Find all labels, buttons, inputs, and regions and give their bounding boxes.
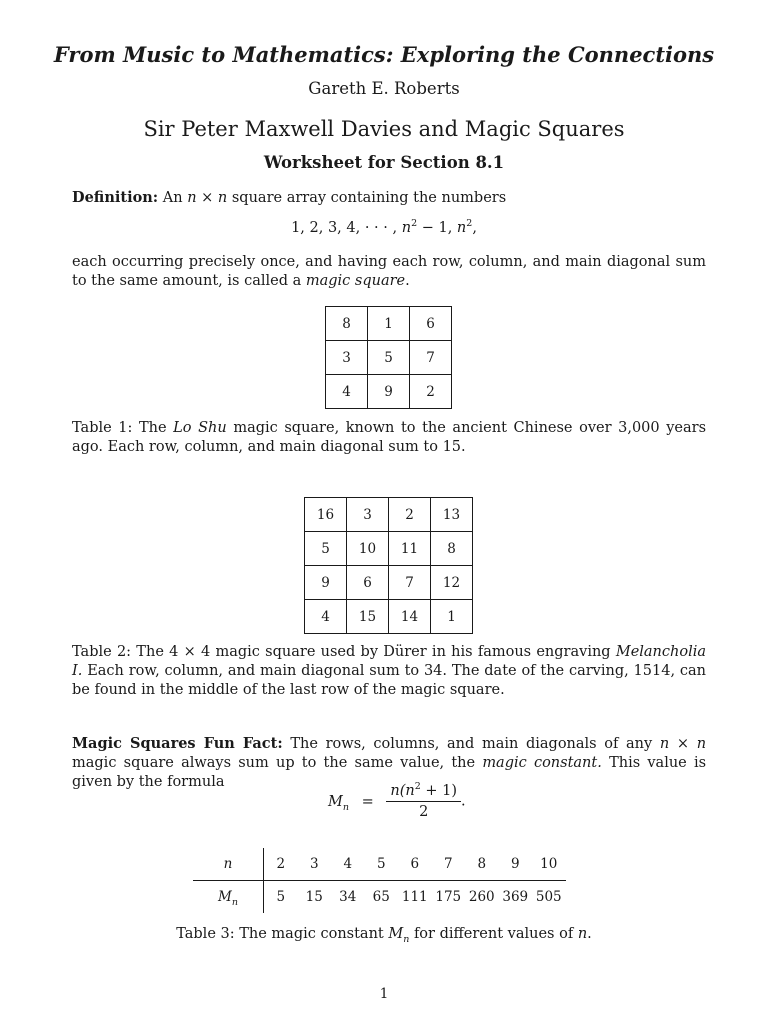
- table-cell: 6: [347, 566, 389, 600]
- table-cell: 16: [305, 498, 347, 532]
- sequence-start: 1, 2, 3, 4, · · · ,: [291, 220, 398, 236]
- author-name: Gareth E. Roberts: [308, 79, 460, 98]
- magic-constant-cell: 15: [305, 889, 323, 905]
- magic-constant-cell: 65: [372, 889, 390, 905]
- table3-row-label: [193, 881, 264, 914]
- table3-caption-sub: n: [403, 934, 410, 945]
- sequence-exp-last: 2: [466, 218, 473, 229]
- n-value-cell: 7: [432, 848, 466, 881]
- table2-caption-prefix: Table 2: The 4 × 4 magic square used by Dürer in his famous engraving: [72, 644, 611, 660]
- n-value-cell: 4: [331, 848, 365, 881]
- n-value-cell: 2: [264, 848, 298, 881]
- magic-constant-cell: 175: [435, 889, 462, 905]
- table-cell: 2: [410, 375, 452, 409]
- table-row: [326, 375, 452, 409]
- table1-caption-rest: magic square, known to the ancient Chinese over 3,000 years ago. Each row, column, and main diagonal sum to 15.: [72, 420, 707, 455]
- formula-M: M: [328, 793, 343, 810]
- durer-table: [304, 497, 473, 634]
- table3-caption-end: .: [587, 926, 592, 942]
- table3-caption: [0, 926, 768, 945]
- table-cell: 4: [326, 375, 368, 409]
- table3-n-symbol: n: [223, 856, 233, 872]
- formula-numerator-a: n(n: [390, 783, 415, 799]
- magic-constant-formula: [328, 783, 466, 820]
- table-cell: 10: [347, 532, 389, 566]
- table-cell: 14: [389, 600, 431, 634]
- magic-constant-cell: 369: [502, 889, 529, 905]
- table3-caption-prefix: Table 3: The magic constant: [176, 926, 384, 942]
- table-cell: 8: [431, 532, 473, 566]
- definition-lead: An: [162, 190, 183, 206]
- definition-body-text: each occurring precisely once, and having each row, column, and main diagonal sum to the same amount, is called a: [72, 254, 706, 289]
- magic-constant-cell: 260: [468, 889, 495, 905]
- table-row: [305, 498, 473, 532]
- table-cell: 4: [305, 600, 347, 634]
- definition-text: square array containing the numbers: [231, 190, 507, 206]
- n-value-cell: 9: [499, 848, 533, 881]
- section-title: Sir Peter Maxwell Davies and Magic Squares: [143, 117, 625, 141]
- formula-fraction: [386, 783, 461, 820]
- magic-constant-cell: 111: [401, 889, 428, 905]
- table-cell: 6: [410, 307, 452, 341]
- table-cell: 1: [431, 600, 473, 634]
- formula-equals: =: [361, 793, 374, 810]
- definition-period: .: [405, 273, 410, 289]
- table-cell: 7: [410, 341, 452, 375]
- book-title: From Music to Mathematics: Exploring the Connections: [53, 42, 715, 67]
- sequence-n: n: [401, 220, 412, 236]
- formula-numerator-exp: 2: [414, 781, 421, 792]
- magic-square-term: magic square: [305, 273, 406, 289]
- table-cell: 5: [305, 532, 347, 566]
- table1-caption: [72, 419, 706, 457]
- fun-fact-label: Magic Squares Fun Fact:: [72, 735, 283, 752]
- fun-fact-text3: This value is given by the formula: [72, 755, 707, 790]
- table1-caption-prefix: Table 1: The: [72, 420, 167, 436]
- table3-M-sub: n: [231, 897, 238, 908]
- fun-fact-text1: The rows, columns, and main diagonals of any: [290, 736, 653, 752]
- table-cell: 15: [347, 600, 389, 634]
- magic-constant-cell: 5: [276, 889, 286, 905]
- table2-caption: [72, 643, 706, 700]
- table-cell: 13: [431, 498, 473, 532]
- formula-numerator-b: + 1): [425, 783, 458, 799]
- table-cell: 5: [368, 341, 410, 375]
- magic-constant-term: magic constant.: [482, 755, 602, 771]
- n-value-cell: 5: [365, 848, 399, 881]
- table-cell: 11: [389, 532, 431, 566]
- table-cell: 1: [368, 307, 410, 341]
- table-row: [326, 341, 452, 375]
- table1-caption-name: Lo Shu: [173, 420, 227, 436]
- magic-constant-table: [193, 848, 566, 913]
- sequence-n-last: n: [456, 220, 467, 236]
- formula-sub: n: [342, 801, 349, 813]
- table3-caption-mid: for different values of: [413, 926, 574, 942]
- table-row: [305, 532, 473, 566]
- definition-n-by-n: n × n: [187, 190, 228, 206]
- n-value-cell: 3: [298, 848, 332, 881]
- table-cell: 3: [326, 341, 368, 375]
- n-value-cell: 10: [532, 848, 566, 881]
- n-value-cell: 6: [398, 848, 432, 881]
- page-number: 1: [379, 986, 389, 1002]
- n-value-cell: 8: [465, 848, 499, 881]
- table-cell: 8: [326, 307, 368, 341]
- formula-numerator: [386, 783, 461, 802]
- table3-caption-M: M: [388, 926, 404, 942]
- formula-trail: .: [461, 793, 466, 810]
- section-subtitle: Worksheet for Section 8.1: [263, 153, 505, 172]
- table-cell: 7: [389, 566, 431, 600]
- table-cell: 12: [431, 566, 473, 600]
- table-row: [305, 566, 473, 600]
- table-cell: 9: [305, 566, 347, 600]
- table-row: [305, 600, 473, 634]
- definition-label: Definition:: [72, 189, 159, 206]
- sequence-minus-one: − 1,: [421, 220, 453, 236]
- table3-M-symbol: M: [218, 889, 232, 905]
- table3-header-label: [193, 848, 264, 881]
- magic-constant-cell: 34: [339, 889, 357, 905]
- sequence-exp: 2: [411, 218, 418, 229]
- number-sequence: 1, 2, 3, 4, · · · , $n^2 - 1$, $n^2$,: [291, 218, 477, 236]
- table3-caption-n: n: [577, 926, 588, 942]
- table-cell: 2: [389, 498, 431, 532]
- definition-line: [72, 188, 706, 208]
- fun-fact-n-by-n: n × n: [659, 736, 707, 752]
- table2-caption-work: Melancholia I.: [72, 644, 707, 679]
- lo-shu-table: [325, 306, 452, 409]
- formula-denominator: 2: [419, 804, 429, 820]
- table-cell: 3: [347, 498, 389, 532]
- magic-constant-cell: 505: [535, 889, 562, 905]
- fun-fact-text2: magic square always sum up to the same value, the: [72, 755, 476, 771]
- table-cell: 9: [368, 375, 410, 409]
- table2-caption-rest: Each row, column, and main diagonal sum to 34. The date of the carving, 1514, can be found in the middle of the last row of the magic square.: [72, 663, 706, 698]
- table-row: [326, 307, 452, 341]
- definition-body: [72, 253, 706, 291]
